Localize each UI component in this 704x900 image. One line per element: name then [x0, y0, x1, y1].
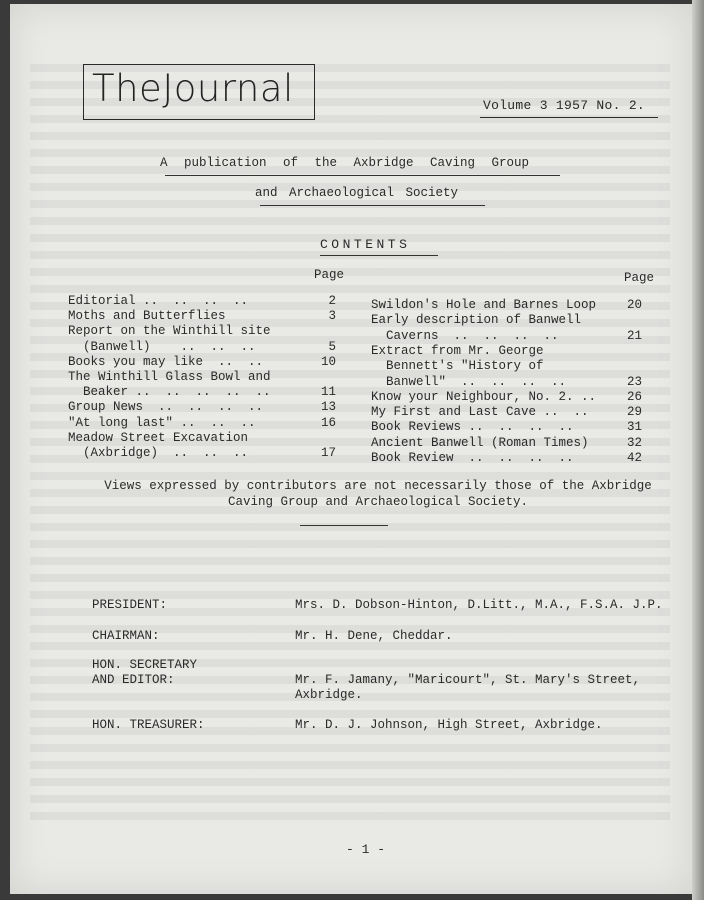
toc-entry-title: Extract from Mr. George [371, 343, 544, 358]
page-column-header-left: Page [314, 268, 345, 282]
toc-entry-page: 13 [320, 400, 336, 415]
toc-entry-title: Caverns .. .. .. .. [371, 328, 559, 343]
toc-entry-title: Report on the Winthill site [68, 324, 271, 339]
toc-entry-title: (Banwell) .. .. .. [68, 339, 256, 354]
toc-entry-page: 29 [626, 405, 642, 420]
section-divider [300, 525, 388, 526]
toc-entry-title: Early description of Banwell [371, 313, 582, 328]
toc-entry-page: 17 [320, 446, 336, 460]
volume-underline [480, 117, 658, 118]
toc-entry-title: Moths and Butterflies [68, 309, 226, 324]
officer-name: Mrs. D. Dobson-Hinton, D.Litt., M.A., F.S.A. J.P. [295, 598, 663, 612]
toc-entry-title: "At long last" .. .. .. [68, 415, 256, 430]
toc-entry-page: 11 [320, 385, 336, 400]
toc-entry-title: Ancient Banwell (Roman Times) [371, 435, 589, 450]
page-column-header-right: Page [624, 271, 655, 285]
toc-entry-page: 3 [328, 309, 336, 324]
publication-underline-1 [165, 175, 560, 176]
toc-entry-title: Beaker .. .. .. .. .. [68, 385, 271, 400]
page-number: - 1 - [346, 842, 386, 857]
toc-entry-title: Book Review .. .. .. .. [371, 451, 574, 465]
toc-entry-page: 26 [626, 389, 642, 404]
toc-entry-page: 2 [328, 294, 336, 308]
toc-entry-title: Bennett's "History of [371, 359, 544, 374]
toc-entry-page: 32 [626, 435, 642, 450]
journal-page [10, 4, 692, 894]
officer-role: HON. SECRETARY AND EDITOR: [92, 658, 198, 687]
toc-entry-title: The Winthill Glass Bowl and [68, 370, 271, 384]
toc-entry-title: Book Reviews .. .. .. .. [371, 420, 574, 435]
toc-entry-page: 20 [626, 298, 642, 312]
contents-underline [320, 255, 438, 256]
toc-entry-title: Group News .. .. .. .. [68, 400, 264, 415]
toc-entry-title: Banwell" .. .. .. .. [371, 374, 567, 389]
toc-entry-page: 23 [626, 374, 642, 389]
toc-entry-title: My First and Last Cave .. .. [371, 405, 589, 420]
toc-entry-page: 10 [320, 354, 336, 369]
publication-underline-2 [260, 205, 485, 206]
officer-role: PRESIDENT: [92, 598, 168, 612]
toc-entry-title: Know your Neighbour, No. 2. .. [371, 389, 597, 404]
officer-name: Mr. H. Dene, Cheddar. [295, 629, 453, 643]
officer-role: CHAIRMAN: [92, 629, 160, 643]
toc-entry-title: Editorial .. .. .. .. [68, 294, 249, 308]
publication-line-2: and Archaeological Society [255, 186, 459, 200]
page-edge-shadow [692, 0, 704, 900]
toc-entry-title: Meadow Street Excavation [68, 430, 249, 445]
officer-name: Mr. F. Jamany, "Maricourt", St. Mary's Street, Axbridge. [295, 673, 641, 702]
toc-entry-page: 42 [626, 451, 642, 465]
masthead-box [83, 64, 315, 120]
toc-entry-title: (Axbridge) .. .. .. [68, 446, 249, 460]
toc-entry-title: Books you may like .. .. [68, 354, 264, 369]
toc-entry-title: Swildon's Hole and Barnes Loop [371, 298, 597, 312]
publication-line-1: A publication of the Axbridge Caving Group [160, 156, 530, 170]
toc-entry-page: 31 [626, 420, 642, 435]
officer-role: HON. TREASURER: [92, 718, 205, 732]
officer-name: Mr. D. J. Johnson, High Street, Axbridge. [295, 718, 603, 732]
toc-entry-page: 5 [328, 339, 336, 354]
toc-entry-page: 21 [626, 328, 642, 343]
contents-heading: CONTENTS [320, 237, 411, 252]
disclaimer: Views expressed by contributors are not necessarily those of the Axbridge Caving Group and Archaeological Society. [104, 479, 652, 509]
volume-line: Volume 3 1957 No. 2. [483, 98, 646, 113]
journal-title: TheJournal [92, 67, 294, 110]
toc-entry-page: 16 [320, 415, 336, 430]
